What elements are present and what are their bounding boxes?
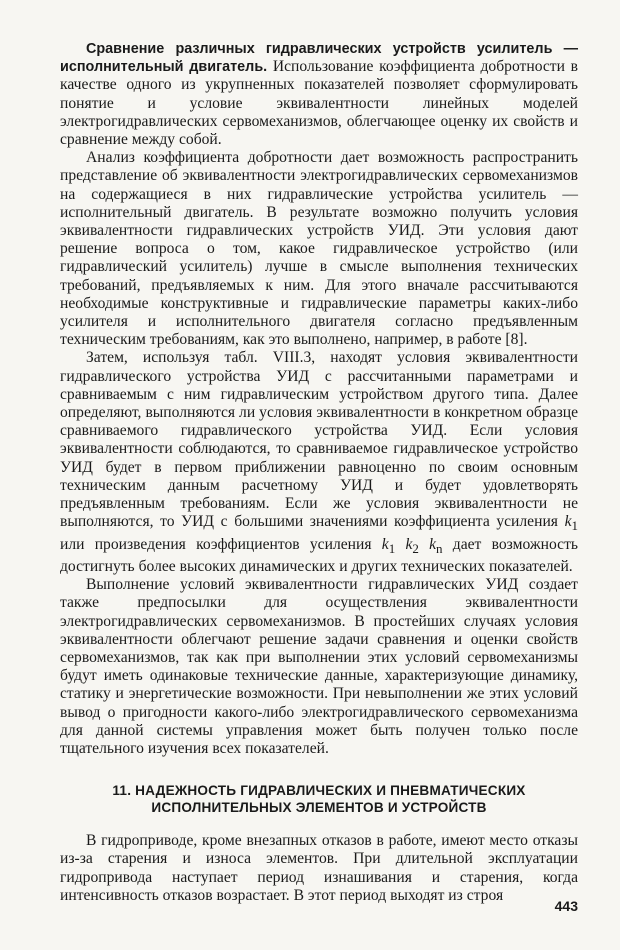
paragraph-then [60,349,578,576]
section-heading-line2: ИСПОЛНИТЕЛЬНЫХ ЭЛЕМЕНТОВ И УСТРОЙСТВ [151,800,487,816]
symbol-k: k [405,535,413,553]
paragraph-hydraulic-drive: В гидроприводе, кроме внезапных отказов в работе, имеют место отказы из-за старения и износа элементов. При длительной эксплуатации гидропривода наступает период изнашивания и старения, когда интенсивность отказов возрастает. В этот период выходят из строя [60,832,578,904]
symbol-k: k [381,535,389,553]
paragraph-bold-lead: Сравнение различных гидравлических устройств усилитель — исполнительный двигатель. [60,41,578,76]
paragraph-analysis: Анализ коэффициента добротности дает возможность распространить представление об эквивалентности электрогидравлических сервомеханизмов на содержащиеся в них гидравлические устройства усилитель — исполнительный двигатель. В результате возможно получить условия эквивалентности гидравлических устройств УИД. Эти условия дают решение вопроса о том, какое гидравлическое устройство (или гидравлический усилитель) лучше в смысле выполнения технических требований, предъявляемых к ним. Для этого вначале рассчитываются необходимые конструктивные и гидравлические параметры каких-либо усилителя и исполнительного двигателя согласно предъявленным техническим требованиям, как это выполнено, например, в работе [8]. [60,149,578,349]
section-heading [60,782,578,816]
paragraph-text-b: или произведения коэффициентов усиления [60,535,382,553]
symbol-k-subscript: 1 [388,540,396,556]
symbol-k-subscript: 1 [571,518,578,534]
paragraph-fulfillment: Выполнение условий эквивалентности гидравлических УИД создает также предпосылки для осуществления эквивалентности электрогидравлических сервомеханизмов. В простейших случаях условия эквивалентности облегчают решение задачи сравнения и оценки свойств сервомеханизмов, так как при выполнении этих условий сервомеханизмы будут иметь одинаковые технические данные, характеризующие динамику, статику и энергетические возможности. При невыполнении же этих условий вывод о пригодности какого-либо электрогидравлического сервомеханизма для данной системы управления может быть получен только после тщательного изучения всех показателей. [60,576,578,757]
page-body [60,40,578,905]
symbol-k: k [564,513,572,531]
symbol-k-subscript: n [436,540,443,556]
paragraph-comparison [60,40,578,149]
section-heading-line1: 11. НАДЕЖНОСТЬ ГИДРАВЛИЧЕСКИХ И ПНЕВМАТИЧЕСКИХ [112,783,526,799]
paragraph-text-a: Затем, используя табл. VIII.3, находят условия эквивалентности гидравлического устройства УИД с рассчитанными параметрами и сравниваемым с ним гидравлическим устройством другого типа. Далее определяют, выполняются ли условия эквивалентности в конкретном образце сравниваемого гидравлического устройства УИД. Если условия эквивалентности соблюдаются, то сравниваемое гидравлическое устройство УИД будет в первом приближении равноценно по своим основным техническим данным расчетному УИД и будет удовлетворять предъявленным требованиям. Если же условия эквивалентности не выполняются, то УИД с большими значениями коэффициента усиления [60,349,578,531]
paragraph-text-c: дает возможность достигнуть более высоких динамических и других технических показателей. [60,535,579,575]
symbol-k: k [429,535,437,553]
page-number: 443 [554,898,578,914]
paragraph-text: Использование коэффициента добротности в качестве одного из укрупненных показателей позволяет сформулировать понятие и условие эквивалентности линейных моделей электрогидравлических сервомеханизмов, облегчающее оценку их свойств и сравнение между собой. [60,58,578,149]
symbol-k-subscript: 2 [412,540,419,556]
